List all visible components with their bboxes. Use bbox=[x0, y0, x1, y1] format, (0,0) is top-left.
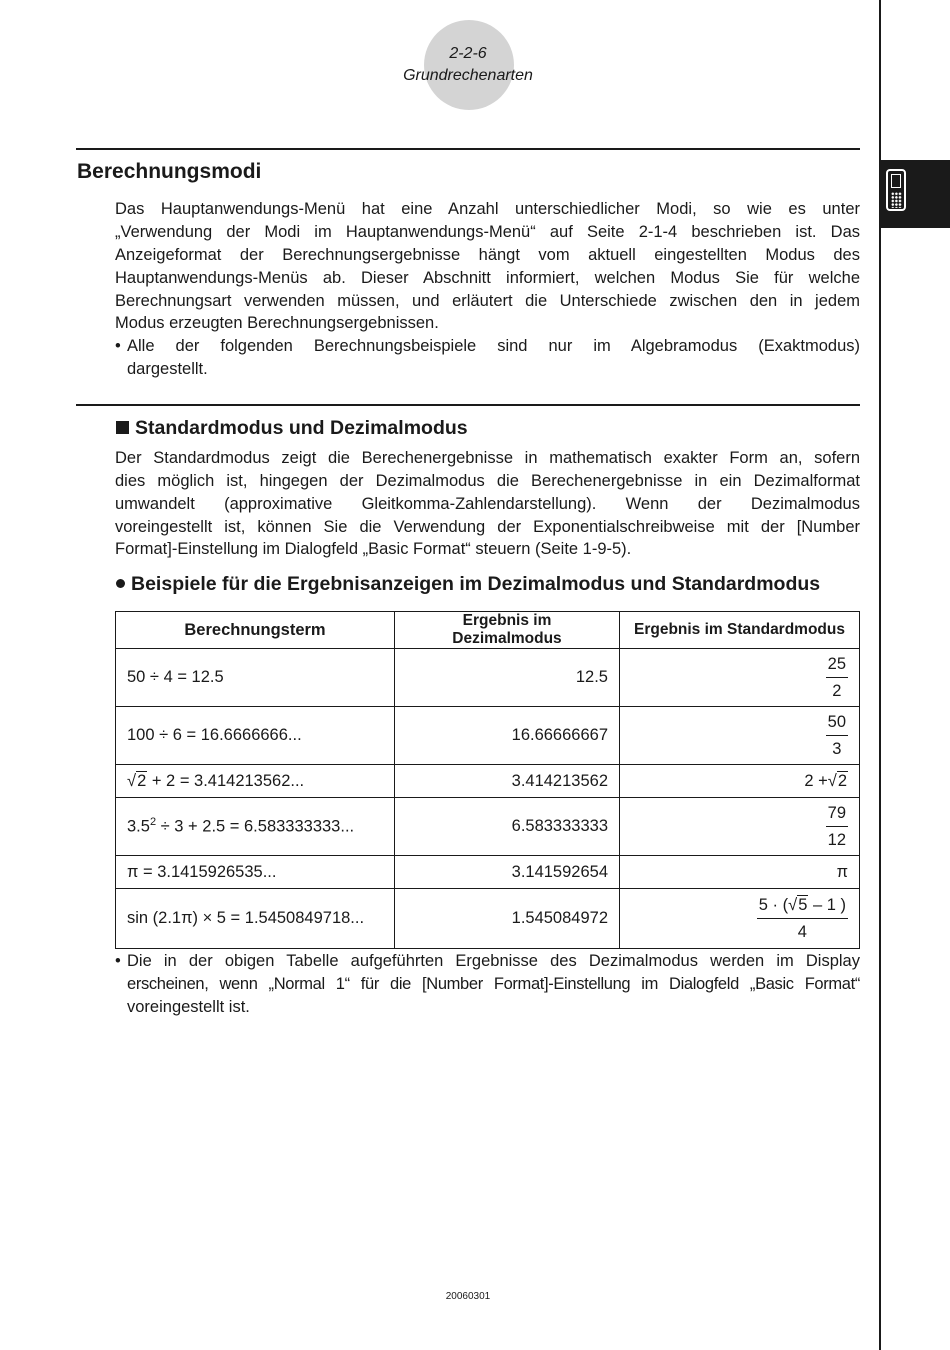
decimal-cell: 16.66666667 bbox=[395, 707, 620, 765]
decimal-cell: 3.414213562 bbox=[395, 765, 620, 798]
denominator: 12 bbox=[827, 831, 846, 849]
footnote-line: voreingestellt ist. bbox=[127, 998, 250, 1016]
intro-line: „Verwendung der Modi im Hauptanwendungs-Menü“ auf Seite 2-1-4 beschrieben ist. Das bbox=[115, 223, 860, 241]
denominator: 4 bbox=[797, 923, 807, 941]
footnote-line: Die in der obigen Tabelle aufgeführten Ergebnisse des Dezimalmodus werden im Display bbox=[127, 952, 860, 970]
square-root bbox=[828, 772, 848, 791]
body-line: dies möglich ist, hingegen der Dezimalmodus die Berechenergebnisse in ein Dezimalformat bbox=[115, 472, 860, 490]
table-row bbox=[116, 856, 860, 889]
radical-sign-icon: √ bbox=[827, 771, 837, 790]
fraction bbox=[757, 895, 848, 942]
calculator-icon bbox=[886, 169, 906, 211]
decimal-cell: 12.5 bbox=[395, 649, 620, 707]
column-header: Berechnungsterm bbox=[116, 612, 395, 649]
column-header: Ergebnis im Standardmodus bbox=[620, 612, 860, 649]
body-line: umwandelt (approximative Gleitkomma-Zahlendarstellung). Wenn der Dezimalmodus bbox=[115, 495, 860, 513]
header-circle bbox=[424, 20, 514, 110]
term-cell bbox=[116, 765, 395, 798]
table-row bbox=[116, 649, 860, 707]
table-row bbox=[116, 707, 860, 765]
page-number: 2-2-6 bbox=[449, 45, 487, 62]
examples-title bbox=[116, 571, 820, 597]
round-bullet-icon bbox=[116, 579, 125, 588]
table-row bbox=[116, 765, 860, 798]
square-root bbox=[788, 895, 808, 915]
intro-line: Hauptanwendungs-Menüs ab. Dieser Abschnitt informiert, welchen Modus Sie für welche bbox=[115, 269, 860, 287]
radical-sign-icon: √ bbox=[788, 896, 798, 914]
standard-cell bbox=[620, 765, 860, 798]
intro-line: Berechnungsart verwenden müssen, und erläutert die Unterschiede zwischen den in jedem bbox=[115, 292, 860, 310]
numerator-post: – 1 ) bbox=[808, 896, 846, 914]
subsection-title bbox=[116, 415, 468, 441]
radicand: 2 bbox=[837, 771, 847, 790]
decimal-cell: 6.583333333 bbox=[395, 798, 620, 856]
column-header: Ergebnis im Dezimalmodus bbox=[395, 612, 620, 649]
decimal-cell: 1.545084972 bbox=[395, 889, 620, 949]
term-cell: sin (2.1π) × 5 = 1.5450849718... bbox=[116, 889, 395, 949]
body-line: voreingestellt ist, können Sie die Verwendung der Exponentialschreibweise mit der [Number bbox=[115, 518, 860, 536]
bullet-dot: • bbox=[115, 337, 121, 355]
subsection-title-text: Standardmodus und Dezimalmodus bbox=[135, 417, 468, 439]
term-cell bbox=[116, 798, 395, 856]
running-header: Grundrechenarten bbox=[403, 67, 533, 84]
numerator-pre: 5 · ( bbox=[758, 896, 789, 914]
denominator: 3 bbox=[832, 740, 842, 758]
table-row bbox=[116, 889, 860, 949]
square-bullet-icon bbox=[116, 421, 129, 434]
intro-line: Das Hauptanwendungs-Menü hat eine Anzahl unterschiedlicher Modi, so wie es unter bbox=[115, 200, 860, 218]
denominator: 2 bbox=[832, 682, 842, 700]
intro-line: Modus erzeugten Berechnungsergebnissen. bbox=[115, 314, 439, 332]
calculator-screen bbox=[891, 174, 901, 188]
radicand: 2 bbox=[137, 771, 147, 790]
footer-date-code: 20060301 bbox=[445, 1291, 491, 1302]
square-root bbox=[127, 772, 147, 791]
standard-cell bbox=[620, 798, 860, 856]
intro-line: Anzeigeformat der Berechnungsergebnisse hängt vom aktuell eingestellten Modus des bbox=[115, 246, 860, 264]
fraction bbox=[826, 803, 848, 850]
term-cell: 50 ÷ 4 = 12.5 bbox=[116, 649, 395, 707]
section-rule bbox=[76, 148, 860, 150]
term-text: ÷ 3 + 2.5 = 6.583333333... bbox=[156, 817, 355, 836]
standard-cell bbox=[620, 889, 860, 949]
decimal-cell: 3.141592654 bbox=[395, 856, 620, 889]
fraction bbox=[826, 654, 848, 701]
term-text: + 2 = 3.414213562... bbox=[147, 771, 305, 790]
table-row bbox=[116, 798, 860, 856]
examples-title-text: Beispiele für die Ergebnisanzeigen im Dezimalmodus und Standardmodus bbox=[131, 573, 821, 595]
note-line: Alle der folgenden Berechnungsbeispiele sind nur im Algebramodus (Exaktmodus) bbox=[127, 337, 860, 355]
note-line: dargestellt. bbox=[127, 360, 208, 378]
results-table bbox=[115, 611, 860, 949]
numerator bbox=[757, 895, 848, 918]
section-title: Berechnungsmodi bbox=[77, 160, 262, 183]
body-line: Der Standardmodus zeigt die Berechenergebnisse in mathematisch exakter Form an, sofern bbox=[115, 449, 860, 467]
numerator: 79 bbox=[827, 804, 846, 822]
term-exponent: 2 bbox=[149, 816, 157, 829]
standard-cell bbox=[620, 707, 860, 765]
term-base: 3.5 bbox=[127, 817, 150, 836]
radicand: 5 bbox=[798, 896, 808, 914]
body-line: Format]-Einstellung im Dialogfeld „Basic Format“ steuern (Seite 1-9-5). bbox=[115, 540, 632, 558]
subsection-rule bbox=[76, 404, 860, 406]
fraction bbox=[826, 712, 848, 759]
radical-sign-icon: √ bbox=[127, 771, 137, 790]
numerator: 50 bbox=[827, 713, 846, 731]
standard-cell bbox=[620, 649, 860, 707]
calculator-keys bbox=[891, 192, 902, 208]
term-cell: 100 ÷ 6 = 16.6666666... bbox=[116, 707, 395, 765]
note-bullet bbox=[115, 335, 860, 381]
footnote-line: erscheinen, wenn „Normal 1“ für die [Number Format]-Einstellung im Dialogfeld „Basic Format“ bbox=[127, 975, 860, 993]
term-cell: π = 3.1415926535... bbox=[116, 856, 395, 889]
standard-prefix: 2 + bbox=[804, 771, 828, 790]
numerator: 25 bbox=[827, 655, 846, 673]
table-header-row bbox=[116, 612, 860, 649]
footnote-bullet bbox=[115, 950, 860, 1020]
bullet-dot: • bbox=[115, 952, 121, 970]
standard-cell: π bbox=[620, 856, 860, 889]
